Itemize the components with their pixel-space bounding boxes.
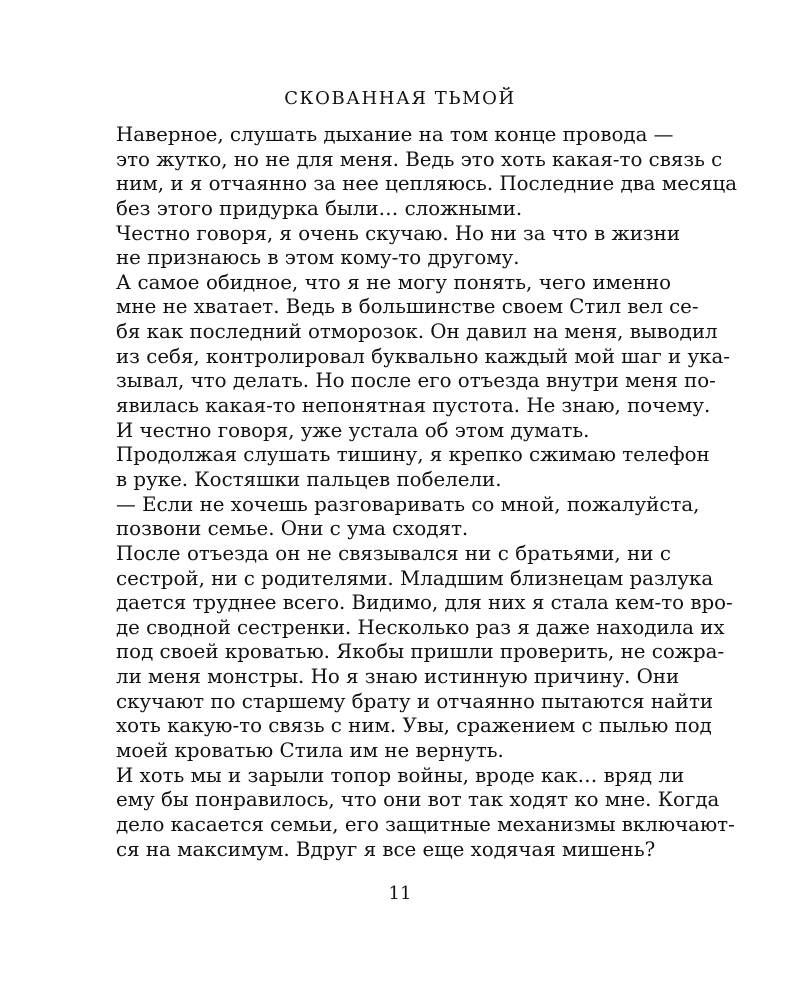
running-head: СКОВАННАЯ ТЬМОЙ	[284, 88, 516, 109]
text-line: дело касается семьи, его защитные механизмы включают-	[116, 812, 735, 836]
text-line: ним, и я отчаянно за нее цепляюсь. Последние два месяца	[116, 172, 738, 196]
text-line: де сводной сестренки. Несколько раз я даже находила их	[116, 615, 725, 639]
body-text	[116, 123, 738, 862]
text-line: ся на максимум. Вдруг я все еще ходячая мишень?	[116, 837, 656, 861]
text-line: в руке. Костяшки пальцев побелели.	[116, 467, 502, 491]
text-line: И хоть мы и зарыли топор войны, вроде как… вряд ли	[116, 763, 685, 787]
text-line: не признаюсь в этом кому-то другому.	[116, 246, 520, 270]
text-line: явилась какая-то непонятная пустота. Не знаю, почему.	[116, 394, 711, 418]
text-line: это жутко, но не для меня. Ведь это хоть какая-то связь с	[116, 147, 723, 171]
text-line: И честно говоря, уже устала об этом думать.	[116, 418, 590, 442]
text-line: ли меня монстры. Но я знаю истинную причину. Они	[116, 665, 680, 689]
text-line: моей кроватью Стила им не вернуть.	[116, 739, 504, 763]
text-line: без этого придурка были… сложными.	[116, 196, 523, 220]
text-line: сестрой, ни с родителями. Младшим близнецам разлука	[116, 566, 714, 590]
page-number: 11	[388, 883, 412, 904]
text-line: из себя, контролировал буквально каждый мой шаг и ука-	[116, 344, 730, 368]
text-line: скучают по старшему брату и отчаянно пытаются найти	[116, 689, 714, 713]
text-line: бя как последний отморозок. Он давил на меня, выводил	[116, 320, 718, 344]
text-line: Честно говоря, я очень скучаю. Но ни за что в жизни	[116, 221, 681, 245]
text-line: Продолжая слушать тишину, я крепко сжимаю телефон	[116, 443, 710, 467]
text-line: хоть какую-то связь с ним. Увы, сражением с пылью под	[116, 714, 712, 738]
text-line: зывал, что делать. Но после его отъезда внутри меня по-	[116, 369, 716, 393]
text-line: позвони семье. Они с ума сходят.	[116, 517, 469, 541]
text-line: А самое обидное, что я не могу понять, чего именно	[116, 270, 671, 294]
text-line: мне не хватает. Ведь в большинстве своем Стил вел се-	[116, 295, 699, 319]
text-line: ему бы понравилось, что они вот так ходят ко мне. Когда	[116, 788, 720, 812]
text-line: под своей кроватью. Якобы пришли проверить, не сожра-	[116, 640, 725, 664]
text-line: — Если не хочешь разговаривать со мной, пожалуйста,	[116, 492, 700, 516]
text-line: Наверное, слушать дыхание на том конце провода —	[116, 123, 674, 146]
text-line: дается труднее всего. Видимо, для них я стала кем-то вро-	[116, 591, 733, 615]
text-line: После отъезда он не связывался ни с братьями, ни с	[116, 541, 671, 565]
